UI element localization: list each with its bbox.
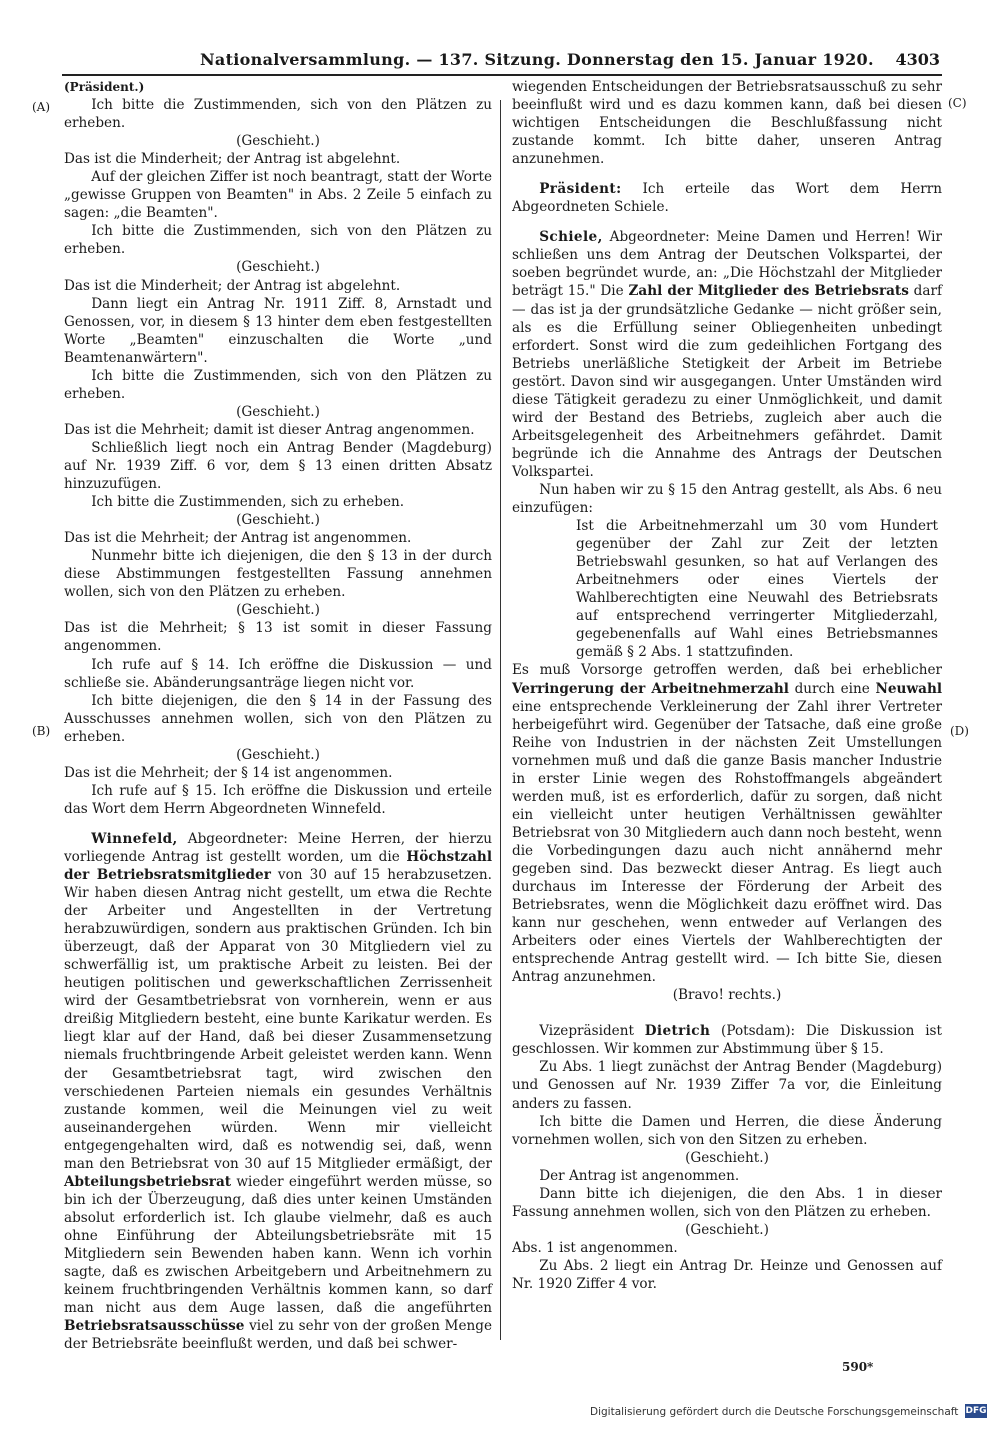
paragraph: Ich bitte diejenigen, die den § 14 in der Fassung des Ausschusses annehmen wollen, sich von den Plätzen zu erheben.	[64, 692, 492, 745]
speech-text: viel zu sehr von der großen Menge der Betriebsräte beeinflußt werden, und daß bei schwer-	[64, 1318, 492, 1353]
margin-marker-c: (C)	[948, 96, 967, 110]
paragraph: Das ist die Mehrheit; damit ist dieser Antrag angenommen.	[64, 421, 475, 438]
paragraph: Ich bitte die Zustimmenden, sich von den Plätzen zu erheben.	[64, 367, 492, 402]
paragraph: Zu Abs. 2 liegt ein Antrag Dr. Heinze und Genossen auf Nr. 1920 Ziffer 4 vor.	[512, 1257, 942, 1292]
stage-direction: (Geschieht.)	[236, 602, 320, 619]
header-title: Nationalversammlung. — 137. Sitzung. Donnerstag den 15. Januar 1920.	[200, 50, 874, 69]
dfg-credit-line: Digitalisierung gefördert durch die Deutsche Forschungsgemeinschaft	[590, 1406, 959, 1418]
right-column	[512, 78, 942, 1293]
speech-text: Es muß Vorsorge getroffen werden, daß bei erheblicher	[512, 662, 942, 679]
paragraph: Ich bitte die Zustimmenden, sich von den Plätzen zu erheben.	[64, 97, 492, 132]
motion-quote: Ist die Arbeitnehmerzahl um 30 vom Hundert gegenüber der Zahl zur Zeit der letzten Betriebswahl gesunken, so hat auf Verlangen des Arbeitnehmers oder eines Viertels der Wahlberechtigten eine Neuwahl des Betriebsrats auf entsprechend verringerter Mitgliederzahl, gegebenenfalls auf Wahl eines Betriebsmannes gemäß § 2 Abs. 1 stattzufinden.	[576, 518, 938, 661]
emphasis: Höchstzahl der Betriebsratsmitglieder	[64, 848, 492, 884]
stage-direction: (Bravo! rechts.)	[672, 987, 782, 1004]
speech-president	[512, 180, 942, 216]
speech-schiele	[512, 228, 942, 481]
header-rule	[62, 74, 942, 76]
paragraph: Der Antrag ist angenommen.	[539, 1167, 740, 1184]
speech-winnefeld	[64, 830, 492, 1353]
paragraph: Nunmehr bitte ich diejenigen, die den § 13 in der durch diese Abstimmungen festgestellten Fassung annehmen wollen, sich von den Plätzen zu erheben.	[64, 548, 492, 601]
margin-marker-d: (D)	[950, 724, 969, 738]
emphasis: Neuwahl	[875, 680, 942, 697]
dfg-logo: DFG	[965, 1406, 987, 1416]
column-divider	[500, 100, 501, 1340]
paragraph: Ich bitte die Zustimmenden, sich zu erheben.	[91, 494, 405, 511]
speech-text: Abgeordneter: Meine Herren, der hierzu vorliegende Antrag ist gestellt worden, um die	[64, 830, 492, 865]
paragraph: Abs. 1 ist angenommen.	[512, 1239, 678, 1256]
spacer	[512, 216, 942, 228]
printer-signature: 590*	[842, 1360, 874, 1374]
paragraph: Das ist die Mehrheit; § 13 ist somit in dieser Fassung angenommen.	[64, 620, 492, 655]
speech-text: durch eine	[788, 680, 876, 697]
paragraph: Schließlich liegt noch ein Antrag Bender (Magdeburg) auf Nr. 1939 Ziff. 6 vor, dem § 13 einen dritten Absatz hinzuzufügen.	[64, 439, 492, 493]
speaker-name: Präsident:	[539, 181, 622, 198]
paragraph: Zu Abs. 1 liegt zunächst der Antrag Bender (Magdeburg) und Genossen auf Nr. 1939 Ziffer 7a vor, die Einleitung anders zu fassen.	[512, 1059, 942, 1112]
speech-text: darf — das ist ja der grundsätzliche Gedanke — nicht größer sein, als es die Erfüllung seiner Obliegenheiten unbedingt erfordert. Sonst wird die zum gedeihlichen Fortgang des Betriebs unerläßliche Stetigkeit der Arbeit im Betriebe gestört. Davon sind wir ausgegangen. Unter Umständen wird diese Tätigkeit geradezu zu einer Unmöglichkeit, und damit wird der Bestand des Betriebs, zugleich aber auch die Arbeitsgelegenheit des Arbeitnehmers gefährdet. Damit begründe ich die Annahme des Antrags der Deutschen Volkspartei.	[512, 283, 942, 480]
stage-direction: (Geschieht.)	[236, 259, 320, 276]
stage-direction: (Geschieht.)	[236, 512, 320, 529]
speaker-name: Schiele,	[539, 229, 603, 246]
emphasis: Verringerung der Arbeitnehmerzahl	[512, 680, 789, 697]
speaker-name: Dietrich	[644, 1023, 711, 1040]
margin-marker-b: (B)	[32, 724, 51, 738]
emphasis: Betriebsratsausschüsse	[64, 1318, 245, 1335]
paragraph: Das ist die Minderheit; der Antrag ist abgelehnt.	[64, 277, 401, 294]
emphasis: Abteilungsbetriebsrat	[64, 1173, 232, 1190]
emphasis: Zahl der Mitglieder des Betriebsrats	[628, 283, 909, 300]
stage-direction: (Geschieht.)	[236, 133, 320, 150]
margin-marker-a: (A)	[32, 100, 51, 114]
speech-vicepresident	[512, 1022, 942, 1058]
paragraph: Dann bitte ich diejenigen, die den Abs. 1 in dieser Fassung annehmen wollen, sich von den Plätzen zu erheben.	[512, 1185, 942, 1220]
spacer	[64, 818, 492, 830]
speech-text: eine entsprechende Verkleinerung der Zahl ihrer Vertreter herbeigeführt wird. Gegenüber der Tatsache, daß eine große Reihe von Industrien in der nächsten Zeit Umstellungen vornehmen muß und daß die ganze Basis mancher Industrie in erster Linie wegen des Rohstoffmangels abgeändert werden muß, ist es erforderlich, dafür zu sorgen, daß nicht ein vielleicht unter heutigen Verhältnissen gewählter Betriebsrat von 30 Mitgliedern auch dann noch besteht, wenn die Vorbedingungen dazu auch nicht annähernd mehr gegeben sind. Das bezweckt dieser Antrag. Es liegt auch durchaus im Interesse der Förderung der Arbeit des Betriebsrates, wenn die Möglichkeit dazu eröffnet wird. Das kann nur geschehen, wenn entweder auf Verlangen des Arbeiters oder eines Viertels der Wahlberechtigten der entsprechende Antrag gestellt wird. — Ich bitte Sie, diesen Antrag anzunehmen.	[512, 698, 942, 986]
left-column	[64, 78, 492, 1353]
speech-text: Vizepräsident	[539, 1023, 645, 1040]
speaker-note: (Präsident.)	[64, 80, 145, 94]
running-header	[60, 46, 940, 72]
spacer	[512, 1004, 942, 1022]
speech-text: wieder eingeführt werden müsse, so bin ich der Überzeugung, daß dies unter keinen Umständen absolut erforderlich ist. Ich glaube vielmehr, daß es auch ohne Einführung der Abteilungsbetriebsräte mit 15 Mitgliedern sein Bewenden haben kann. Wenn ich vorhin sagte, daß es zwischen Arbeitgebern und Arbeitnehmern zu keinem fruchtbringenden Verhältnis kommen kann, so darf man nicht aus dem Auge lassen, daß die angeführten	[64, 1173, 492, 1317]
spacer	[512, 168, 942, 180]
paragraph: Das ist die Minderheit; der Antrag ist abgelehnt.	[64, 151, 401, 168]
stage-direction: (Geschieht.)	[685, 1221, 769, 1238]
paragraph: Ich rufe auf § 14. Ich eröffne die Diskussion — und schließe sie. Abänderungsanträge liegen nicht vor.	[64, 656, 492, 691]
stage-direction: (Geschieht.)	[236, 746, 320, 763]
paragraph	[512, 661, 942, 986]
paragraph: Nun haben wir zu § 15 den Antrag gestellt, als Abs. 6 neu einzufügen:	[512, 481, 942, 517]
paragraph: Auf der gleichen Ziffer ist noch beantragt, statt der Worte „gewisse Gruppen von Beamten" in Abs. 2 Zeile 5 einfach zu sagen: „die Beamten".	[64, 169, 492, 222]
paragraph: Ich bitte die Zustimmenden, sich von den Plätzen zu erheben.	[64, 223, 492, 258]
speech-text: Ich erteile das Wort dem Herrn Abgeordneten Schiele.	[512, 181, 942, 216]
page-number: 4303	[895, 50, 940, 69]
stage-direction: (Geschieht.)	[685, 1149, 769, 1166]
paragraph: Dann liegt ein Antrag Nr. 1911 Ziff. 8, Arnstadt und Genossen, vor, in diesem § 13 hinter dem eben festgestellten Worte „Beamten" einzuschalten die Worte „und Beamtenanwärtern".	[64, 295, 492, 366]
speech-text: von 30 auf 15 herabzusetzen. Wir haben diesen Antrag nicht gestellt, um etwa die Rechte der Arbeiter und Angestellten in der Vertretung herabzuwürdigen, sondern aus praktischen Gründen. Ich bin überzeugt, daß der Apparat von 30 Mitgliedern viel zu schwerfällig ist, um praktische Arbeit zu leisten. Bei der heutigen politischen und gewerkschaftlichen Zerrissenheit wird der Gesamtbetriebsrat von vornherein, wenn er aus dreißig Mitgliedern besteht, eine bunte Karikatur werden. Es liegt klar auf der Hand, daß bei dieser Zusammensetzung niemals fruchtbringende Arbeit geleistet werden kann. Wenn der Gesamtbetriebsrat tagt, wird zwischen den verschiedenen Parteien niemals ein gesundes Verhältnis zustande kommen, weil die Meinungen viel zu weit auseinandergehen würden. Wenn mir vielleicht entgegengehalten wird, daß es notwendig sei, daß, wenn man den Betriebsrat von 30 auf 15 Mitglieder ermäßigt, der	[64, 867, 492, 1172]
paragraph: Das ist die Mehrheit; der Antrag ist angenommen.	[64, 530, 412, 547]
speaker-name: Winnefeld,	[91, 830, 178, 847]
speech-text: (Potsdam): Die Diskussion ist geschlossen. Wir kommen zur Abstimmung über § 15.	[512, 1023, 942, 1058]
speech-text: Abgeordneter: Meine Damen und Herren! Wir schließen uns dem Antrag der Deutschen Volkspartei, der soeben begründet wurde, an: „Die Höchstzahl der Mitglieder beträgt 15." Die	[512, 229, 942, 300]
paragraph: Ich rufe auf § 15. Ich eröffne die Diskussion und erteile das Wort dem Herrn Abgeordneten Winnefeld.	[64, 782, 492, 817]
paragraph: Ich bitte die Damen und Herren, die diese Änderung vornehmen wollen, sich von den Sitzen zu erheben.	[512, 1113, 942, 1148]
paragraph: Das ist die Mehrheit; der § 14 ist angenommen.	[64, 764, 393, 781]
stage-direction: (Geschieht.)	[236, 403, 320, 420]
paragraph: wiegenden Entscheidungen der Betriebsratsausschuß zu sehr beeinflußt wird und es dazu kommen kann, daß bei diesen wichtigen Entscheidungen die Beschlußfassung nicht zustande kommt. Ich bitte daher, unseren Antrag anzunehmen.	[512, 79, 942, 168]
